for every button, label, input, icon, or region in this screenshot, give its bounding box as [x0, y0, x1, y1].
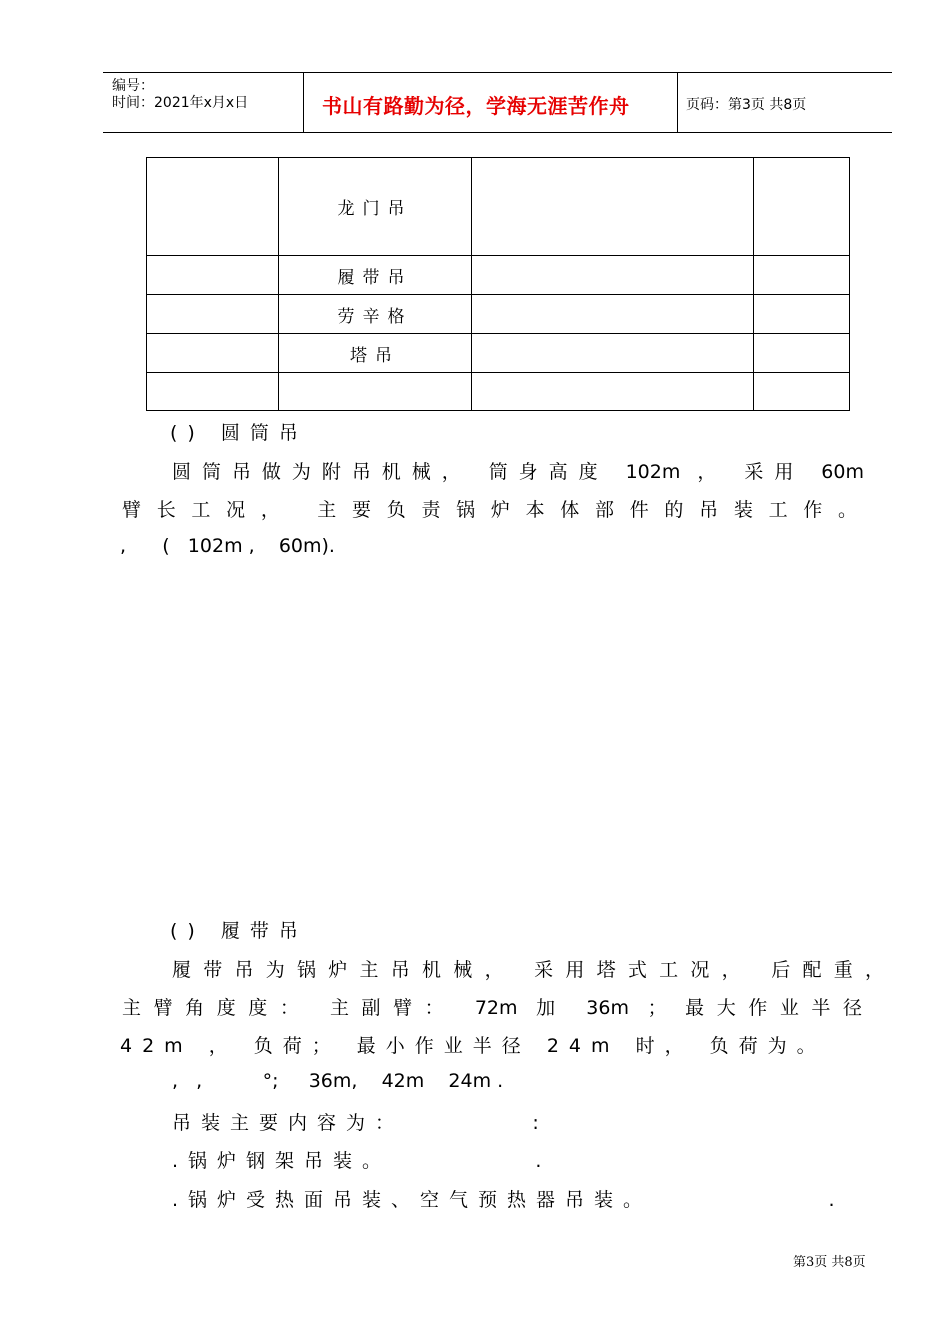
header-bottom-rule: [103, 132, 892, 133]
paragraph-line: , , °; 36m, 42m 24m .: [172, 1070, 504, 1092]
footer-page-number: 第3页 共8页: [793, 1255, 866, 1270]
table-cell: [147, 256, 279, 295]
table-cell: [147, 334, 279, 373]
table-cell: [754, 158, 850, 256]
table-cell: [472, 373, 754, 411]
table-row: [147, 256, 850, 295]
header-page-info: 页码：第3页 共8页: [686, 97, 807, 113]
table-row: [147, 373, 850, 411]
paragraph-line: 42m ， 负荷； 最小作业半径 24m 时， 负荷为。: [120, 1035, 826, 1057]
section-heading-crawler-crane: () 履带吊: [170, 920, 308, 942]
table-cell: [472, 334, 754, 373]
paragraph-line: 吊装主要内容为： :: [172, 1112, 549, 1134]
table-row: [147, 334, 850, 373]
header-divider-left: [303, 72, 304, 133]
table-cell: [754, 256, 850, 295]
paragraph-line: 圆筒吊做为附吊机械， 筒身高度 102m ， 采用 60m: [172, 461, 864, 483]
paragraph-line: 主臂角度度： 主副臂： 72m 加 36m ； 最大作业半径: [122, 997, 862, 1019]
table-cell-crane-name: 劳辛格: [279, 295, 472, 334]
header-number-label: 编号：: [112, 78, 154, 94]
table-cell: [472, 256, 754, 295]
table-cell: [754, 373, 850, 411]
paragraph-line: 臂长工况， 主要负责锅炉本体部件的吊装工作。: [122, 499, 857, 521]
table-row: [147, 158, 850, 256]
header-time-label: 时间：2021年x月x日: [112, 95, 249, 111]
table-cell: [147, 295, 279, 334]
header-top-rule: [103, 72, 892, 73]
table-row: [147, 295, 850, 334]
table-cell: [147, 158, 279, 256]
table-cell: [147, 373, 279, 411]
table-cell: [754, 295, 850, 334]
table-cell: [754, 334, 850, 373]
list-item: .锅炉受热面吊装、空气预热器吊装。 .: [172, 1189, 845, 1211]
table-cell-crane-name: 塔吊: [279, 334, 472, 373]
crane-table: [146, 157, 850, 411]
table-cell: [279, 373, 472, 411]
table-cell: [472, 158, 754, 256]
table-cell-crane-name: 履带吊: [279, 256, 472, 295]
header-motto: 书山有路勤为径，学海无涯苦作舟: [322, 94, 630, 118]
table-cell-crane-name: 龙门吊: [279, 158, 472, 256]
list-item: .锅炉钢架吊装。 .: [172, 1150, 552, 1172]
paragraph-line: , ( 102m , 60m).: [120, 535, 335, 557]
header-divider-right: [677, 72, 678, 133]
table-cell: [472, 295, 754, 334]
paragraph-line: 履带吊为锅炉主吊机械， 采用塔式工况， 后配重，: [172, 959, 884, 981]
section-heading-cylinder-crane: () 圆筒吊: [170, 422, 308, 444]
